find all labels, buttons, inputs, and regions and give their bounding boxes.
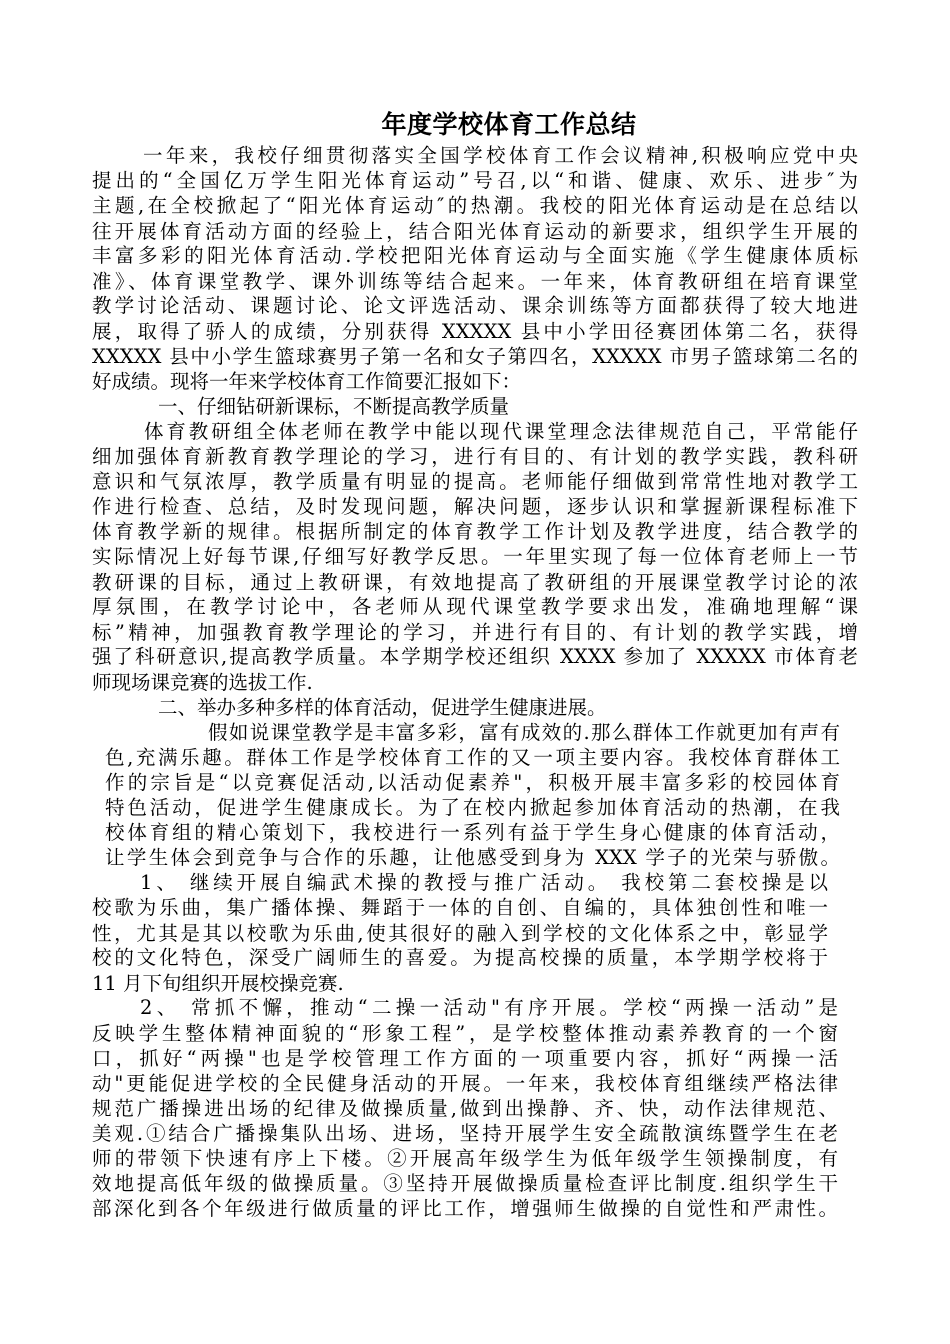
text-line: 细加强体育新教育教学理论的学习，进行有目的、有计划的教学实践，教科研 — [92, 444, 858, 468]
text-line: 作进行检查、总结，及时发现问题，解决问题，逐步认识和掌握新课程标准下 — [92, 495, 858, 518]
text-line: 好成绩。现将一年来学校体育工作简要汇报如下： — [92, 370, 522, 394]
text-line: 部深化到各个年级进行做质量的评比工作，增强师生做操的自觉性和严肃性。 — [92, 1197, 838, 1220]
text-line: 一年来，我校仔细贯彻落实全国学校体育工作会议精神,积极响应党中央 — [143, 144, 858, 167]
text-line: 丰富多彩的阳光体育活动.学校把阳光体育运动与全面实施《学生健康体质标 — [92, 244, 858, 268]
text-line: 展，取得了骄人的成绩，分别获得 XXXXX 县中小学田径赛团体第二名，获得 — [92, 319, 858, 343]
text-line: 特色活动，促进学生健康成长。为了在校内掀起参加体育活动的热潮，在我 — [105, 795, 840, 819]
text-line: 准》、体育课堂教学、课外训练等结合起来。一年来，体育教研组在培育课堂 — [92, 269, 858, 293]
text-line: 作的宗旨是“以竞赛促活动,以活动促素养"，积极开展丰富多彩的校园体育 — [105, 771, 840, 795]
text-line: 口，抓好“两操"也是学校管理工作方面的一项重要内容，抓好“两操一活 — [92, 1046, 838, 1070]
text-line: 体育教研组全体老师在教学中能以现代课堂理念法律规范自己，平常能仔 — [144, 420, 858, 444]
text-line: 师现场课竞赛的选拔工作. — [92, 670, 313, 694]
text-line: 校的文化特色，深受广阔师生的喜爱。为提高校操的质量，本学期学校将于 — [92, 946, 828, 970]
text-line: 师的带领下快速有序上下楼。②开展高年级学生为低年级学生领操制度，有 — [92, 1146, 838, 1170]
text-line: 美观.①结合广播操集队出场、进场，坚持开展学生安全疏散演练暨学生在老 — [92, 1122, 838, 1146]
text-line: 一、仔细钻研新课标，不断提高教学质量 — [158, 394, 510, 418]
text-line: 1、 继续开展自编武术操的教授与推广活动。 我校第二套校操是以 — [140, 871, 828, 895]
text-line: 教研课的目标，通过上教研课，有效地提高了教研组的开展课堂教学讨论的浓 — [92, 570, 858, 594]
text-line: 性，尤其是其以校歌为乐曲,使其很好的融入到学校的文化体系之中，彰显学 — [92, 921, 828, 945]
text-line: 主题,在全校掀起了“阳光体育运动″的热潮。我校的阳光体育运动是在总结以 — [92, 194, 858, 218]
text-line: 2、 常抓不懈，推动“二操一活动"有序开展。学校“两操一活动”是 — [140, 996, 838, 1020]
text-line: 实际情况上好每节课,仔细写好教学反思。一年里实现了每一位体育老师上一节 — [92, 545, 858, 569]
text-line: 厚氛围，在教学讨论中，各老师从现代课堂教学要求出发，准确地理解“课 — [92, 595, 858, 619]
text-line: 二、举办多种多样的体育活动，促进学生健康进展。 — [158, 695, 607, 719]
text-line: 假如说课堂教学是丰富多彩，富有成效的.那么群体工作就更加有声有 — [208, 721, 840, 745]
text-line: 11 月下旬组织开展校操竞赛. — [92, 971, 344, 995]
text-line: 意识和气氛浓厚，教学质量有明显的提高。老师能仔细做到常常性地对教学工 — [92, 470, 858, 494]
text-line: 标”精神，加强教育教学理论的学习，并进行有目的、有计划的教学实践，增 — [92, 620, 858, 644]
text-line: 校歌为乐曲，集广播体操、舞蹈于一体的自创、自编的，具体独创性和唯一 — [92, 896, 828, 920]
text-line: 往开展体育活动方面的经验上，结合阳光体育运动的新要求，组织学生开展的 — [92, 219, 858, 243]
document-title: 年度学校体育工作总结 — [381, 110, 637, 139]
text-line: 动"更能促进学校的全民健身活动的开展。一年来，我校体育组继续严格法律 — [92, 1072, 838, 1096]
text-line: 强了科研意识,提高教学质量。本学期学校还组织 XXXX 参加了 XXXXX 市体育老 — [92, 645, 858, 669]
text-line: 规范广播操进出场的纪律及做操质量,做到出操静、齐、快，动作法律规范、 — [92, 1096, 838, 1120]
text-line: XXXXX 县中小学生篮球赛男子第一名和女子第四名，XXXXX 市男子篮球第二名的 — [92, 344, 858, 368]
text-line: 让学生体会到竞争与合作的乐趣，让他感受到身为 XXX 学子的光荣与骄傲。 — [105, 846, 840, 869]
text-line: 色,充满乐趣。群体工作是学校体育工作的又一项主要内容。我校体育群体工 — [105, 745, 840, 769]
text-line: 效地提高低年级的做操质量。③坚持开展做操质量检查评比制度.组织学生干 — [92, 1172, 838, 1196]
text-line: 提出的“全国亿万学生阳光体育运动”号召,以“和谐、健康、欢乐、进步″为 — [92, 169, 858, 193]
text-line: 反映学生整体精神面貌的“形象工程”，是学校整体推动素养教育的一个窗 — [92, 1021, 838, 1045]
text-line: 体育教学新的规律。根据所制定的体育教学工作计划及教学进度，结合教学的 — [92, 520, 858, 544]
text-line: 校体育组的精心策划下，我校进行一系列有益于学生身心健康的体育活动， — [105, 821, 840, 845]
text-line: 教学讨论活动、课题讨论、论文评选活动、课余训练等方面都获得了较大地进 — [92, 294, 858, 318]
